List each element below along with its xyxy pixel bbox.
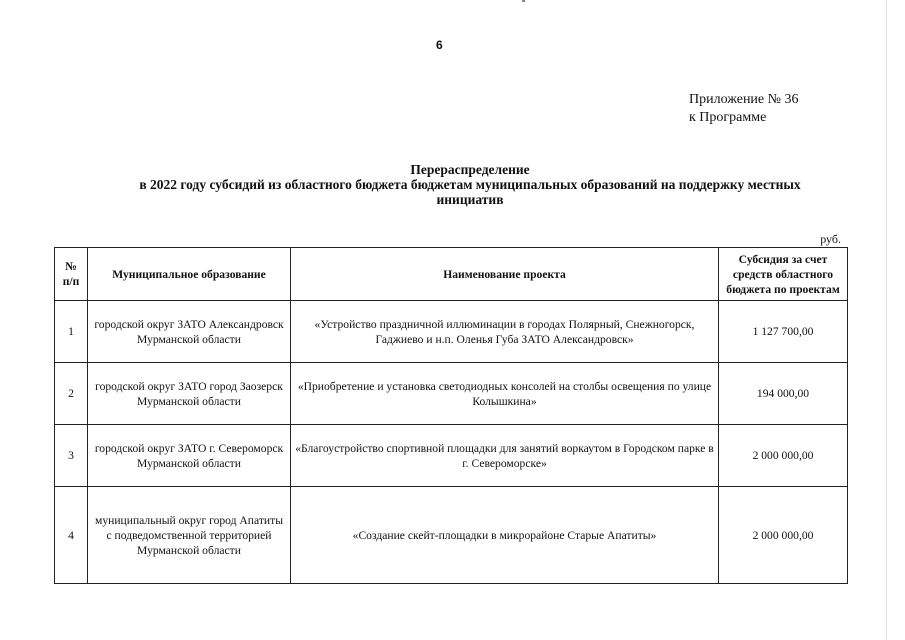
row-municipality: городской округ ЗАТО Александровск Мурманской области — [88, 301, 291, 363]
table-row — [55, 425, 848, 487]
table-header-row — [55, 248, 848, 301]
header-municipality: Муниципальное образование — [88, 248, 291, 301]
header-number: № п/п — [55, 248, 88, 301]
document-title — [70, 162, 870, 207]
scan-edge-line — [886, 0, 887, 640]
row-subsidy: 2 000 000,00 — [719, 425, 848, 487]
row-project: «Приобретение и установка светодиодных консолей на столбы освещения по улице Колышкина» — [291, 363, 719, 425]
row-municipality: муниципальный округ город Апатиты с подведомственной территорией Мурманской области — [88, 487, 291, 584]
row-municipality: городской округ ЗАТО город Заозерск Мурманской области — [88, 363, 291, 425]
row-project: «Устройство праздничной иллюминации в городах Полярный, Снежногорск, Гаджиево и н.п. Оленья Губа ЗАТО Александровск» — [291, 301, 719, 363]
title-line-3: инициатив — [436, 192, 504, 207]
row-project: «Благоустройство спортивной площадки для занятий воркаутом в Городском парке в г. Североморске» — [291, 425, 719, 487]
row-number: 3 — [55, 425, 88, 487]
row-subsidy: 2 000 000,00 — [719, 487, 848, 584]
page-number: 6 — [436, 38, 443, 52]
currency-unit: руб. — [820, 232, 841, 246]
appendix-line-2: к Программе — [689, 110, 767, 125]
row-number: 2 — [55, 363, 88, 425]
row-municipality: городской округ ЗАТО г. Североморск Мурманской области — [88, 425, 291, 487]
title-line-1: Перераспределение — [410, 162, 530, 177]
title-line-2: в 2022 году субсидий из областного бюджета бюджетам муниципальных образований на поддержку местных — [139, 177, 801, 192]
row-project: «Создание скейт-площадки в микрорайоне Старые Апатиты» — [291, 487, 719, 584]
table-row — [55, 363, 848, 425]
header-subsidy: Субсидия за счет средств областного бюджета по проектам — [719, 248, 848, 301]
appendix-line-1: Приложение № 36 — [689, 92, 799, 107]
scan-speck — [522, 0, 525, 2]
row-number: 1 — [55, 301, 88, 363]
row-number: 4 — [55, 487, 88, 584]
row-subsidy: 194 000,00 — [719, 363, 848, 425]
table-row — [55, 487, 848, 584]
appendix-reference — [689, 91, 799, 127]
row-subsidy: 1 127 700,00 — [719, 301, 848, 363]
table-row — [55, 301, 848, 363]
subsidy-table — [54, 247, 848, 584]
header-project: Наименование проекта — [291, 248, 719, 301]
